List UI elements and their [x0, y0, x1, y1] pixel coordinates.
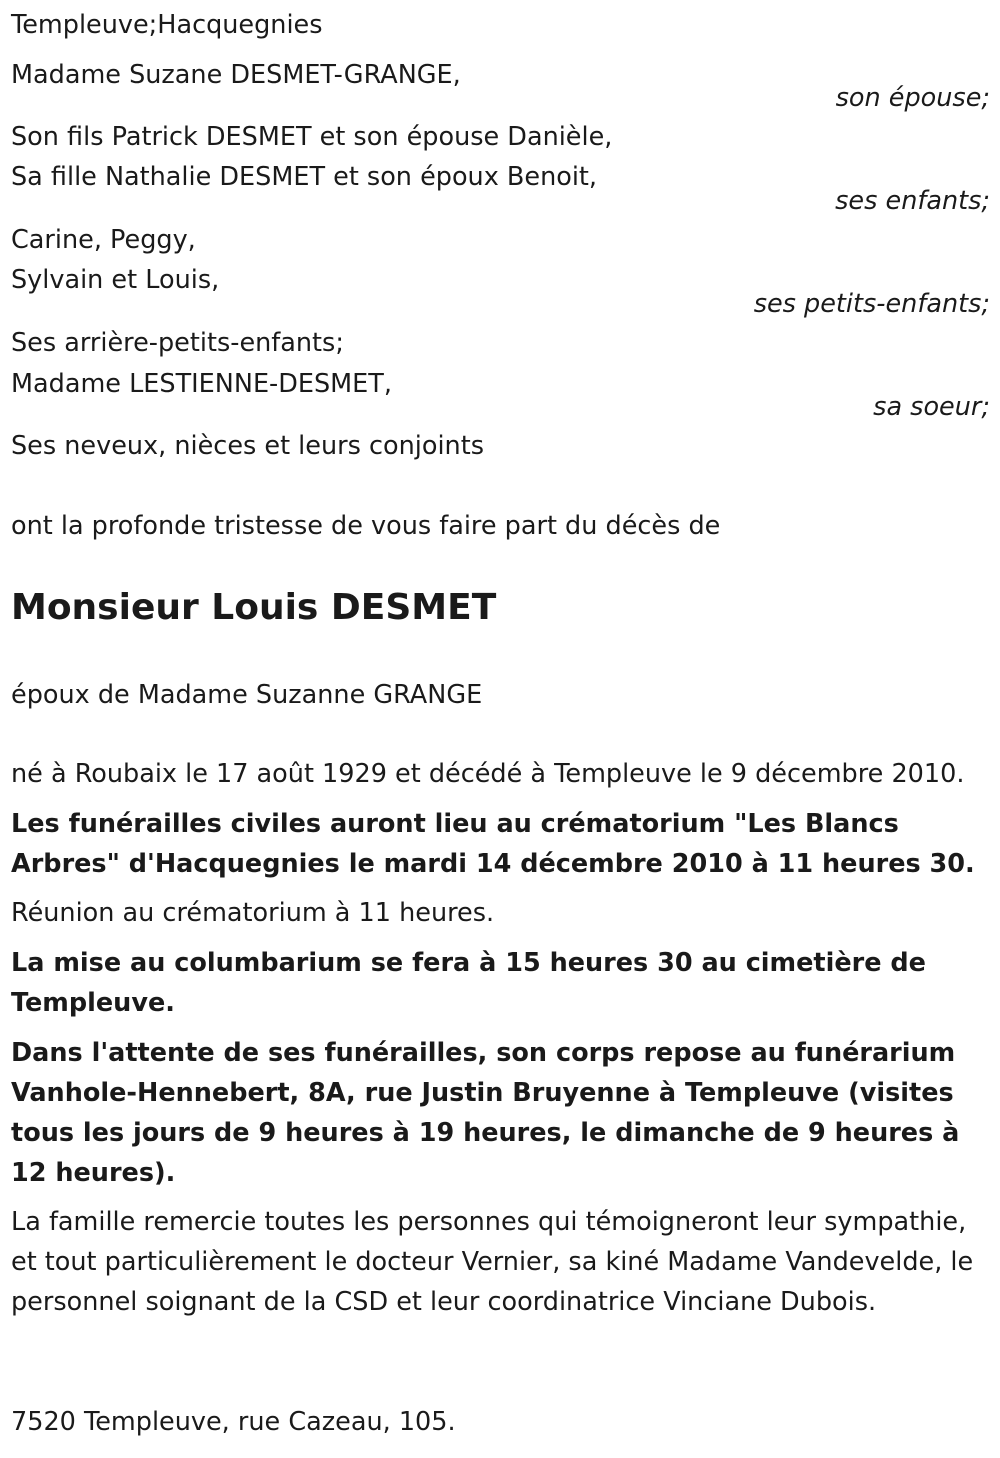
funeral-ceremony: Les funérailles civiles auront lieu au crématorium "Les Blancs Arbres" d'Hacquegnies le mardi 14 décembre 2010 à 11 heures 30.	[11, 809, 975, 879]
announcement-intro: ont la profonde tristesse de vous faire part du décès de	[11, 511, 721, 541]
greatgrandchildren-line: Ses arrière-petits-enfants;	[11, 328, 344, 358]
sister-role: sa soeur;	[873, 392, 990, 422]
spouse-line: Madame Suzane DESMET-GRANGE,	[11, 60, 461, 90]
birth-death: né à Roubaix le 17 août 1929 et décédé à Templeuve le 9 décembre 2010.	[11, 759, 965, 789]
daughter-line: Sa fille Nathalie DESMET et son époux Benoit,	[11, 162, 598, 192]
children-role: ses enfants;	[835, 186, 990, 216]
grandchildren-role: ses petits-enfants;	[753, 289, 990, 319]
location-header: Templeuve;Hacquegnies	[11, 10, 323, 40]
deceased-name: Monsieur Louis DESMET	[11, 587, 497, 628]
crematorium-gathering: Réunion au crématorium à 11 heures.	[11, 898, 495, 928]
sister-line: Madame LESTIENNE-DESMET,	[11, 369, 392, 399]
visitation-info: Dans l'attente de ses funérailles, son corps repose au funérarium Vanhole-Hennebert, 8A, rue Justin Bruyenne à Templeuve (visites tous les jours de 9 heures à 19 heures, le dimanche de 9 heures à 12 heures).	[11, 1038, 960, 1188]
columbarium-info: La mise au columbarium se fera à 15 heures 30 au cimetière de Templeuve.	[11, 948, 926, 1018]
grandchildren-line-2: Sylvain et Louis,	[11, 265, 220, 295]
nephews-line: Ses neveux, nièces et leurs conjoints	[11, 431, 484, 461]
family-thanks: La famille remercie toutes les personnes qui témoigneront leur sympathie, et tout particulièrement le docteur Vernier, sa kiné Madame Vandevelde, le personnel soignant de la CSD et leur coordinatrice Vinciane Dubois.	[11, 1207, 974, 1317]
spouse-role: son épouse;	[835, 83, 990, 113]
son-line: Son fils Patrick DESMET et son épouse Danièle,	[11, 122, 613, 152]
spouse-of: époux de Madame Suzanne GRANGE	[11, 680, 483, 710]
address: 7520 Templeuve, rue Cazeau, 105.	[11, 1407, 456, 1437]
grandchildren-line-1: Carine, Peggy,	[11, 225, 196, 255]
